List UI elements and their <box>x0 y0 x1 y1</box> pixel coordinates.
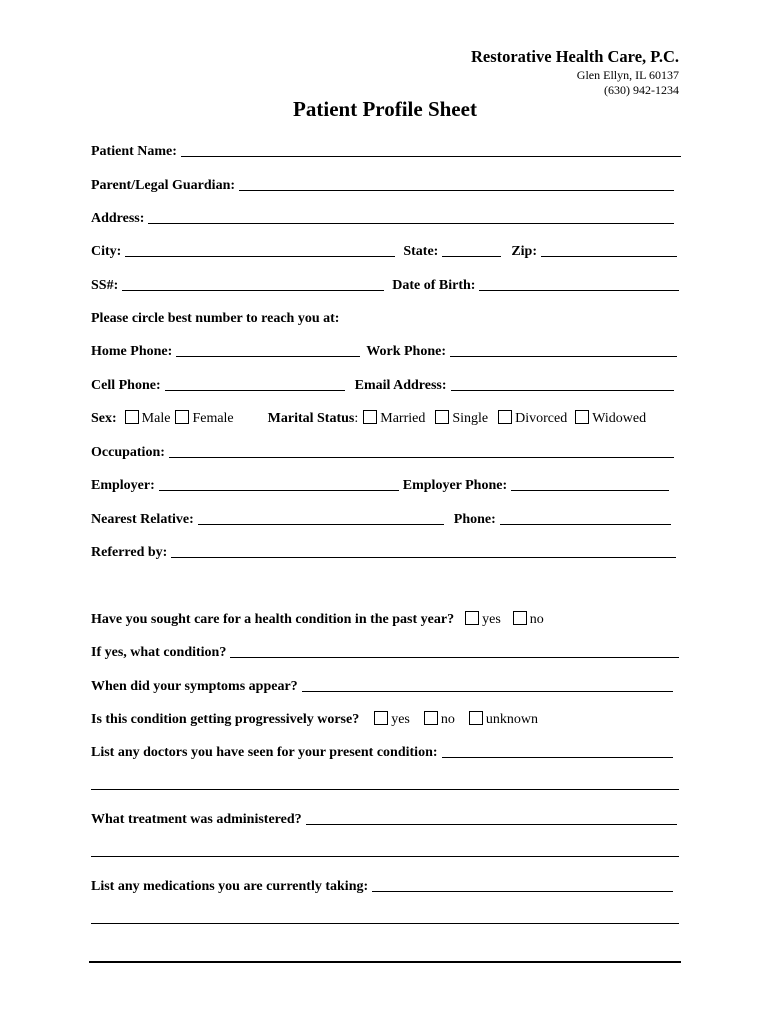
address-row <box>91 207 674 227</box>
circle-instruction: Please circle best number to reach you at: <box>91 311 340 326</box>
ssn-label: SS#: <box>91 278 119 293</box>
sought-care-yes-label: yes <box>482 612 501 627</box>
symptoms-appear-row <box>91 675 673 695</box>
sex-option-male[interactable] <box>125 410 171 427</box>
email-field[interactable] <box>451 376 674 391</box>
sex-label: Sex: <box>91 411 117 426</box>
employer-phone-label: Employer Phone: <box>402 478 508 493</box>
worse-option-unknown[interactable] <box>469 711 538 728</box>
what-condition-row <box>91 641 679 661</box>
referred-by-field[interactable] <box>171 543 676 558</box>
city-state-zip-row <box>91 240 677 260</box>
sex-option-female[interactable] <box>175 410 233 427</box>
worse-yes-checkbox[interactable] <box>374 711 388 725</box>
address-field[interactable] <box>148 209 674 224</box>
home-phone-field[interactable] <box>176 342 360 357</box>
zip-label: Zip: <box>511 244 538 259</box>
medications-row <box>91 875 673 895</box>
symptoms-appear-field[interactable] <box>302 677 673 692</box>
referred-by-label: Referred by: <box>91 545 168 560</box>
nearest-relative-row <box>91 508 671 528</box>
state-field[interactable] <box>442 242 501 257</box>
symptoms-appear-label: When did your symptoms appear? <box>91 679 298 694</box>
worse-unknown-label: unknown <box>485 712 539 727</box>
relative-phone-field[interactable] <box>500 510 671 525</box>
employer-phone-field[interactable] <box>511 476 669 491</box>
worse-no-checkbox[interactable] <box>424 711 438 725</box>
form-title: Patient Profile Sheet <box>293 97 477 121</box>
nearest-relative-label: Nearest Relative: <box>91 512 194 527</box>
worse-unknown-checkbox[interactable] <box>469 711 483 725</box>
marital-option-widowed[interactable] <box>575 410 646 427</box>
state-label: State: <box>403 244 439 259</box>
worse-option-yes[interactable] <box>374 711 410 728</box>
doctors-seen-continuation-line[interactable] <box>91 775 679 790</box>
doctors-seen-row <box>91 741 673 761</box>
worse-no-label: no <box>440 712 455 727</box>
bottom-rule <box>89 961 681 963</box>
occupation-field[interactable] <box>169 443 674 458</box>
divorced-checkbox[interactable] <box>498 410 512 424</box>
treatment-label: What treatment was administered? <box>91 812 302 827</box>
single-checkbox[interactable] <box>435 410 449 424</box>
sought-care-option-no[interactable] <box>513 611 544 628</box>
married-label: Married <box>380 411 426 426</box>
ssn-field[interactable] <box>122 276 384 291</box>
organization-phone: (630) 942-1234 <box>604 83 679 97</box>
work-phone-field[interactable] <box>450 342 677 357</box>
what-condition-label: If yes, what condition? <box>91 645 227 660</box>
treatment-row <box>91 808 677 828</box>
home-work-phone-row <box>91 340 677 360</box>
male-checkbox[interactable] <box>125 410 139 424</box>
medications-label: List any medications you are currently taking: <box>91 879 369 894</box>
relative-phone-label: Phone: <box>453 512 496 527</box>
patient-name-label: Patient Name: <box>91 144 177 159</box>
dob-field[interactable] <box>479 276 679 291</box>
occupation-label: Occupation: <box>91 445 165 460</box>
circle-instruction-row <box>91 307 681 327</box>
patient-name-field[interactable] <box>181 142 681 157</box>
sought-care-row <box>91 608 681 628</box>
ssn-dob-row <box>91 274 679 294</box>
zip-field[interactable] <box>541 242 677 257</box>
guardian-field[interactable] <box>239 176 674 191</box>
male-label: Male <box>141 411 171 426</box>
widowed-label: Widowed <box>592 411 647 426</box>
address-label: Address: <box>91 211 145 226</box>
marital-option-single[interactable] <box>435 410 488 427</box>
what-condition-field[interactable] <box>230 643 679 658</box>
sex-marital-row <box>91 407 681 427</box>
city-field[interactable] <box>125 242 395 257</box>
dob-label: Date of Birth: <box>392 278 476 293</box>
treatment-continuation-line[interactable] <box>91 842 679 857</box>
divorced-label: Divorced <box>515 411 568 426</box>
employer-row <box>91 474 669 494</box>
single-label: Single <box>452 411 489 426</box>
sought-care-question: Have you sought care for a health condition in the past year? <box>91 612 455 627</box>
medications-continuation-line[interactable] <box>91 909 679 924</box>
treatment-field[interactable] <box>306 810 677 825</box>
occupation-row <box>91 441 674 461</box>
patient-name-row <box>91 140 681 160</box>
employer-field[interactable] <box>159 476 399 491</box>
sought-care-no-checkbox[interactable] <box>513 611 527 625</box>
guardian-label: Parent/Legal Guardian: <box>91 178 236 193</box>
work-phone-label: Work Phone: <box>366 344 446 359</box>
marital-status-label: Marital Status <box>267 411 355 426</box>
doctors-seen-label: List any doctors you have seen for your present condition: <box>91 745 438 760</box>
marital-option-married[interactable] <box>363 410 425 427</box>
marital-option-divorced[interactable] <box>498 410 567 427</box>
sought-care-yes-checkbox[interactable] <box>465 611 479 625</box>
cell-phone-field[interactable] <box>165 376 345 391</box>
sought-care-no-label: no <box>529 612 544 627</box>
female-label: Female <box>192 411 234 426</box>
nearest-relative-field[interactable] <box>198 510 444 525</box>
cell-phone-label: Cell Phone: <box>91 378 161 393</box>
organization-city: Glen Ellyn, IL 60137 <box>576 68 679 82</box>
doctors-seen-field[interactable] <box>442 743 673 758</box>
organization-name: Restorative Health Care, P.C. <box>470 47 679 66</box>
guardian-row <box>91 174 674 194</box>
home-phone-label: Home Phone: <box>91 344 173 359</box>
employer-label: Employer: <box>91 478 155 493</box>
widowed-checkbox[interactable] <box>575 410 589 424</box>
progressively-worse-row <box>91 708 681 728</box>
referred-by-row <box>91 541 676 561</box>
email-label: Email Address: <box>354 378 447 393</box>
city-label: City: <box>91 244 122 259</box>
progressively-worse-question: Is this condition getting progressively worse? <box>91 712 360 727</box>
medications-field[interactable] <box>372 877 673 892</box>
worse-option-no[interactable] <box>424 711 455 728</box>
married-checkbox[interactable] <box>363 410 377 424</box>
marital-status-colon: : <box>354 411 359 426</box>
cell-email-row <box>91 374 674 394</box>
worse-yes-label: yes <box>391 712 410 727</box>
female-checkbox[interactable] <box>175 410 189 424</box>
sought-care-option-yes[interactable] <box>465 611 501 628</box>
